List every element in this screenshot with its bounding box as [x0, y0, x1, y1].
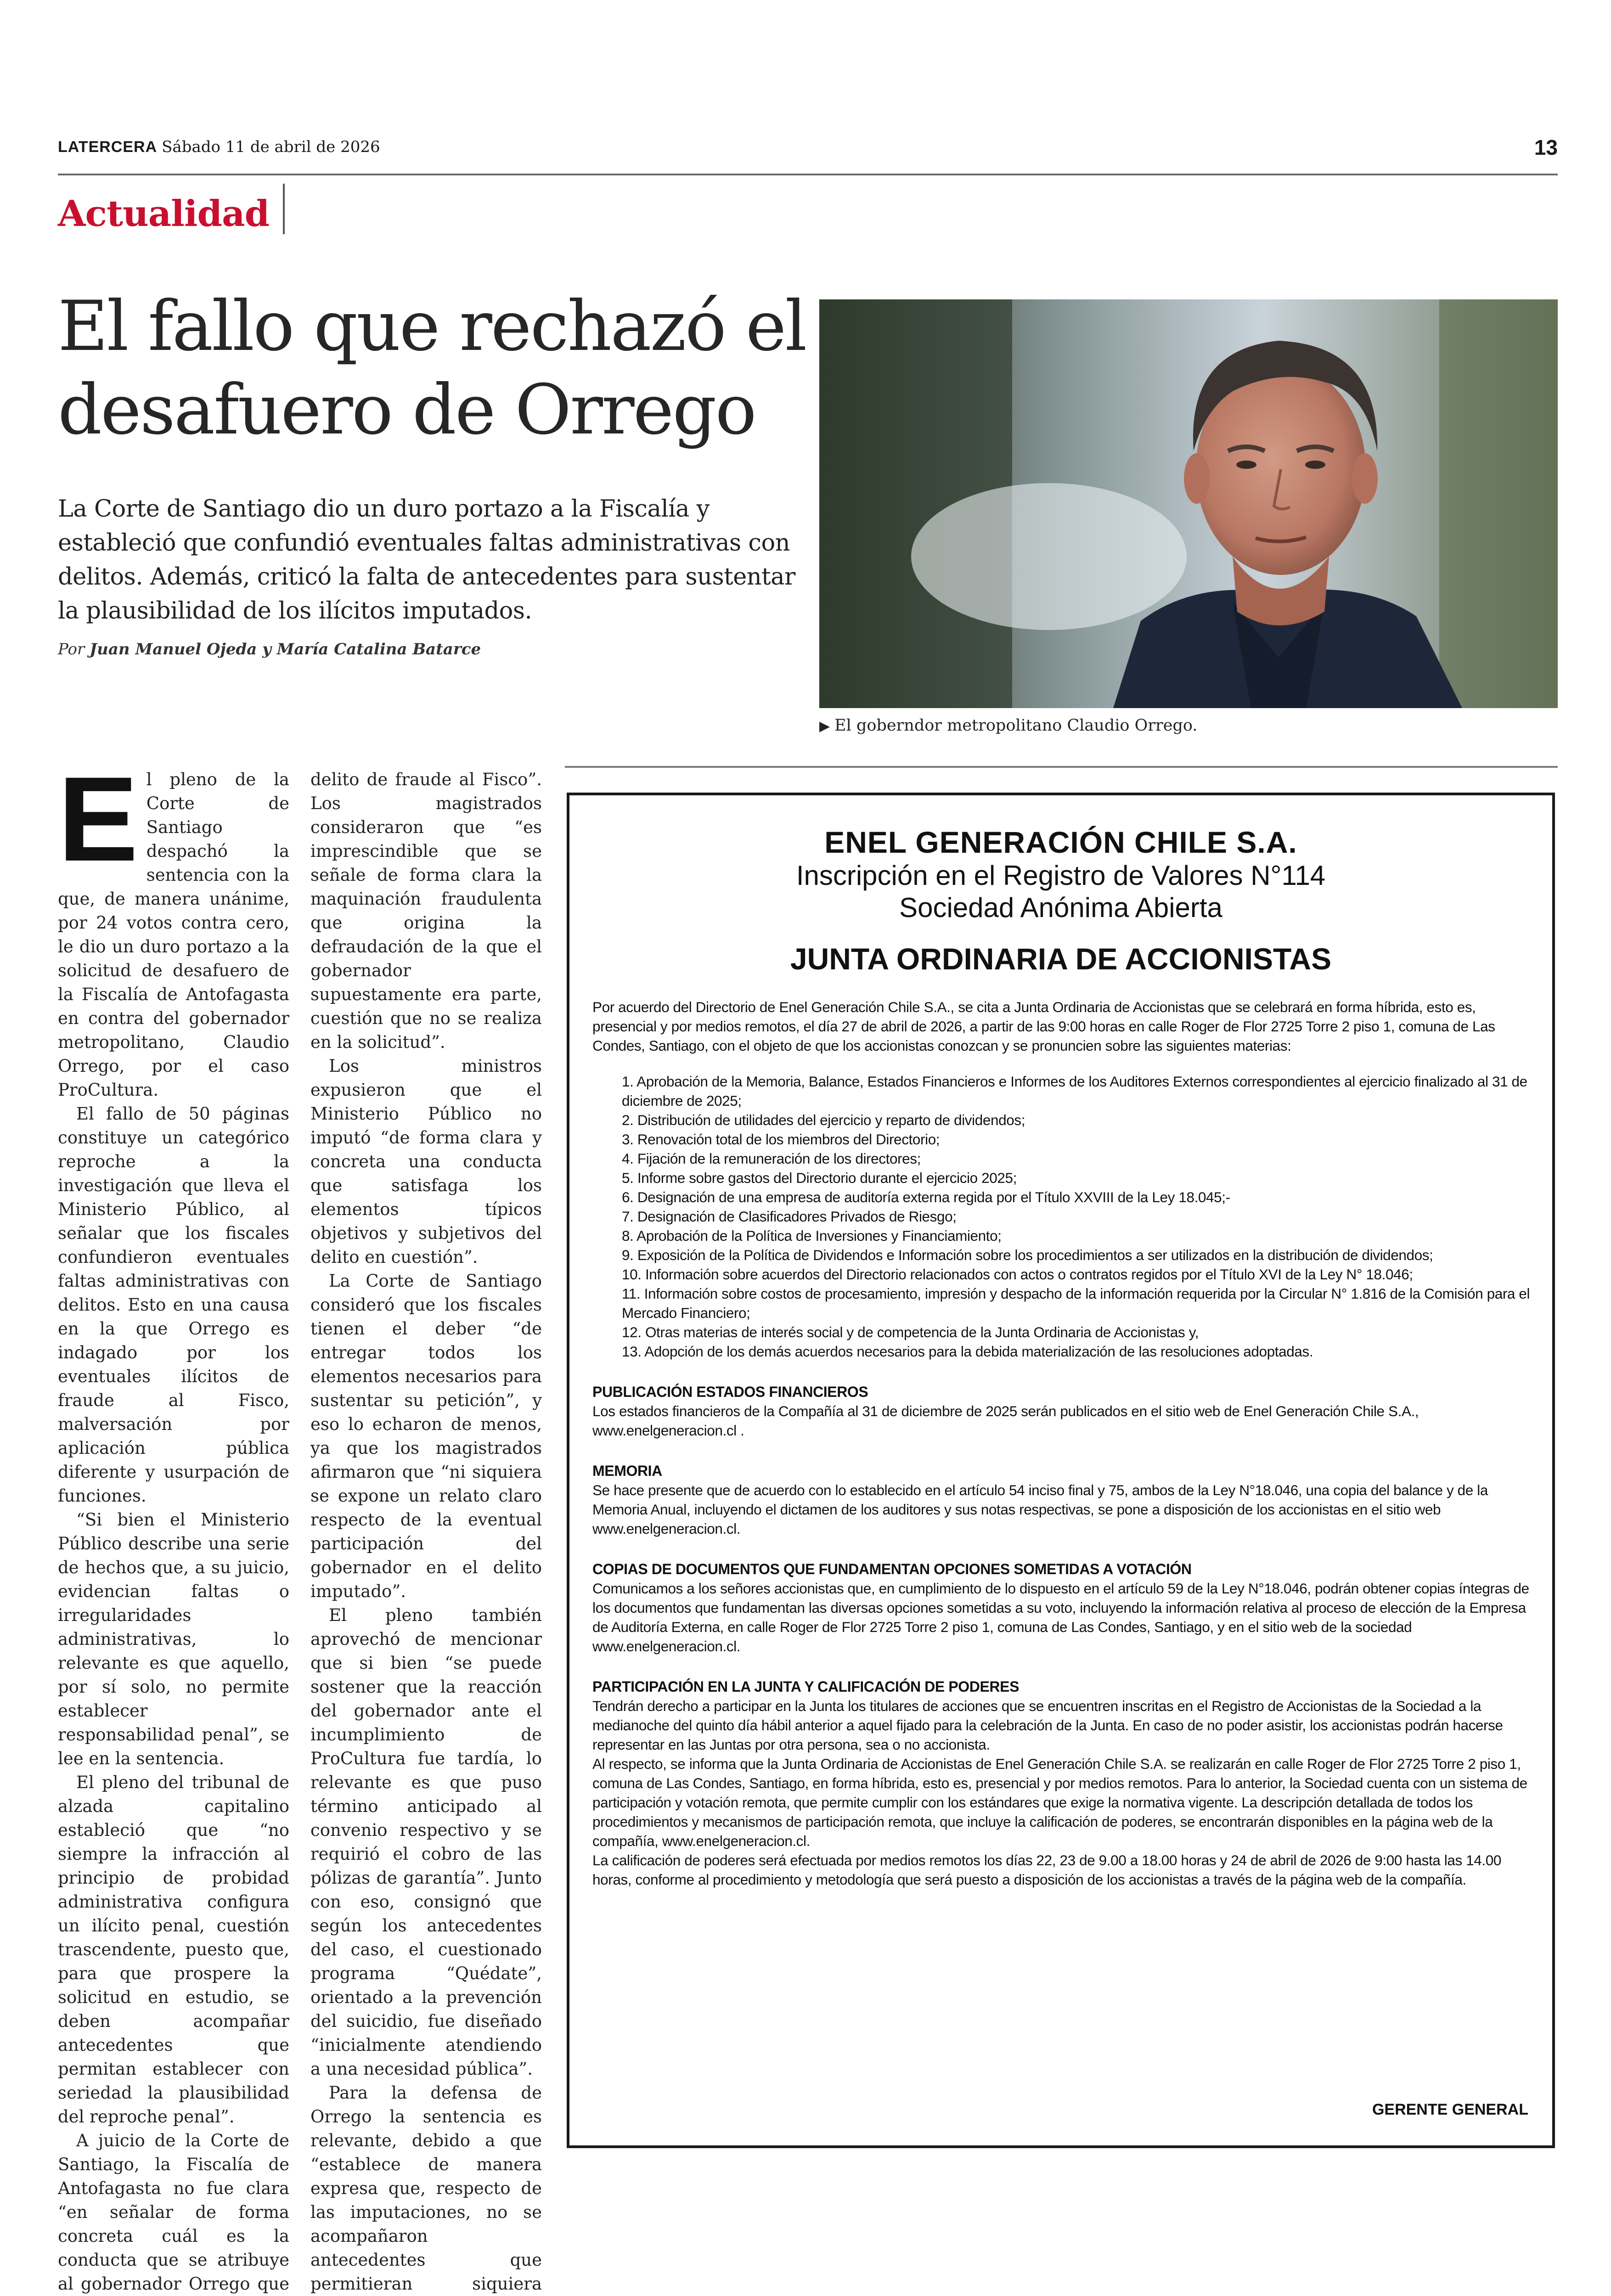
article-column-1 [58, 752, 289, 2296]
agenda-item: 9. Exposición de la Política de Dividendos e Información sobre los procedimientos a ser utilizados en la distribución de dividendos; [622, 1247, 1433, 1263]
notice-intro: Por acuerdo del Directorio de Enel Generación Chile S.A., se cita a Junta Ordinaria de Accionistas que se celebrará en forma híbrida, esto es, presencial y por medios remotos, el día 27 de abril de 2026, a partir de las 9:00 horas en calle Roger de Flor 2725 Torre 2 piso 1, comuna de Las Condes, Santiago, con el objeto de que los accionistas conozcan y se pronuncien sobre las siguientes materias: [592, 999, 1495, 1054]
section-text: Tendrán derecho a participar en la Junta los titulares de acciones que se encuentren inscritas en el Registro de Accionistas de la Sociedad a la medianoche del quinto día hábil anterior a aquel fijado para la celebración de la Junta. En caso de no poder asistir, los accionistas podrán hacerse representar en las Juntas por otra persona, sea o no accionista. [592, 1698, 1503, 1753]
article-paragraph [58, 752, 289, 1102]
section-text: La calificación de poderes será efectuada por medios remotos los días 22, 23 de 9.00 a 18.00 horas y 24 de abril de 2026 de 9:00 hasta las 14.00 horas, conforme al procedimiento y metodología que será puesto a disposición de los accionistas a través de la página web de la compañía. [592, 1852, 1502, 1888]
article-paragraph: Para la defensa de Orrego la sentencia es relevante, debido a que “establece de manera expresa que, respecto de las imputaciones, no se acompañaron antecedentes que permitieran siquiera [310, 2083, 542, 2294]
section-divider [283, 184, 285, 234]
notice-section-participation [592, 1677, 1534, 1889]
article-paragraph: A juicio de la Corte de Santiago, la Fiscalía de Antofagasta no fue clara “en señalar de forma concreta cuál es la conducta que se atribuye al gobernador Orrego que [58, 2131, 289, 2294]
header-divider [58, 174, 1558, 175]
article-column-2 [310, 768, 542, 2296]
photo-caption [819, 716, 1197, 735]
byline [58, 640, 481, 658]
masthead [58, 135, 1558, 165]
agenda-item: 5. Informe sobre gastos del Directorio durante el ejercicio 2025; [622, 1170, 1017, 1186]
notice-company: ENEL GENERACIÓN CHILE S.A. [824, 825, 1297, 859]
section-heading: MEMORIA [592, 1463, 662, 1479]
section-heading: COPIAS DE DOCUMENTOS QUE FUNDAMENTAN OPCIONES SOMETIDAS A VOTACIÓN [592, 1561, 1192, 1577]
agenda-item: 12. Otras materias de interés social y de competencia de la Junta Ordinaria de Accionistas y, [622, 1324, 1199, 1340]
article-divider [565, 766, 1558, 768]
notice-section-financials [592, 1382, 1534, 1440]
newspaper-brand[interactable]: LATERCERA [58, 138, 158, 156]
agenda-item: 13. Adopción de los demás acuerdos necesarios para la debida materialización de las resoluciones adoptadas. [622, 1343, 1313, 1360]
agenda-item: 10. Información sobre acuerdos del Directorio relacionados con actos o contratos regidos por el Título XVI de la Ley N° 18.046; [622, 1266, 1413, 1283]
notice-body [592, 997, 1534, 1910]
shareholders-notice [567, 793, 1555, 2148]
notice-company-type: Sociedad Anónima Abierta [899, 892, 1222, 923]
paragraph-text: l pleno de la Corte de Santiago despachó la sentencia con la que, de manera unánime, por 24 votos contra cero, le dio un duro portazo a la solicitud de desafuero de la Fiscalía de Antofagasta en contra del gobernador metropolitano, Claudio Orrego, por el caso ProCultura. [58, 770, 289, 1100]
agenda-list [592, 1072, 1534, 1361]
drop-cap: E [58, 752, 138, 886]
section-text: Los estados financieros de la Compañía al 31 de diciembre de 2025 serán publicados en el sitio web de Enel Generación Chile S.A., www.enelgeneracion.cl . [592, 1403, 1419, 1439]
agenda-item: 1. Aprobación de la Memoria, Balance, Estados Financieros e Informes de los Auditores Externos correspondientes al ejercicio finalizado al 31 de diciembre de 2025; [622, 1073, 1527, 1109]
agenda-item: 7. Designación de Clasificadores Privados de Riesgo; [622, 1208, 957, 1225]
caption-triangle-icon: ▶ [819, 718, 830, 734]
article-lede: La Corte de Santiago dio un duro portazo a la Fiscalía y estableció que confundió eventuales faltas administrativas con delitos. Además, criticó la falta de antecedentes para sustentar la plausibilidad de los ilícitos imputados. [58, 495, 795, 625]
section-text: Comunicamos a los señores accionistas que, en cumplimiento de lo dispuesto en el artículo 59 de la Ley N°18.046, podrán obtener copias íntegras de los documentos que fundamentan las diversas opciones sometidas a su voto, incluyendo la información relativa al proceso de elección de la Empresa de Auditoría Externa, en calle Roger de Flor 2725 Torre 2 piso 1, comuna de Las Condes, Santiago, y en el sitio web de la sociedad www.enelgeneracion.cl. [592, 1580, 1529, 1654]
article-paragraph: “Si bien el Ministerio Público describe una serie de hechos que, a su juicio, evidencian faltas o irregularidades administrativas, lo relevante es que aquello, por sí solo, no permite establecer responsabilidad penal”, se lee en la sentencia. [58, 1510, 289, 1768]
article-paragraph: delito de fraude al Fisco”. Los magistrados consideraron que “es imprescindible que se señale de forma clara la maquinación fraudulenta que origina la defraudación de la que el gobernador supuestamente era parte, cuestión que no se realiza en la solicitud”. [310, 770, 542, 1052]
notice-registry: Inscripción en el Registro de Valores N°114 [796, 860, 1326, 891]
section-heading: PARTICIPACIÓN EN LA JUNTA Y CALIFICACIÓN DE PODERES [592, 1678, 1020, 1695]
portrait-illustration [819, 299, 1558, 708]
notice-signature: GERENTE GENERAL [1372, 2101, 1528, 2118]
agenda-item: 8. Aprobación de la Política de Inversiones y Financiamiento; [622, 1227, 1002, 1244]
issue-date: Sábado 11 de abril de 2026 [162, 138, 380, 156]
article-headline [58, 285, 811, 452]
article-paragraph: El pleno del tribunal de alzada capitalino estableció que “no siempre la infracción al principio de probidad administrativa configura un ilícito penal, cuestión trascendente, puesto que, para que prospere la solicitud en estudio, se deben acompañar antecedentes que permitan establecer con seriedad la plausibilidad del reproche penal”. [58, 1773, 289, 2127]
agenda-item: 2. Distribución de utilidades del ejercicio y reparto de dividendos; [622, 1112, 1025, 1128]
byline-authors: Juan Manuel Ojeda y María Catalina Batarce [90, 640, 481, 658]
headline-line-1: El fallo que rechazó el [58, 287, 806, 366]
notice-section-memoria [592, 1461, 1534, 1538]
section-text: Al respecto, se informa que la Junta Ordinaria de Accionistas de Enel Generación Chile S.A. se realizarán en calle Roger de Flor 2725 Torre 2 piso 1, comuna de Las Condes, Santiago, en forma híbrida, esto es, presencial y por medios remotos. Para lo anterior, la Sociedad cuenta con un sistema de participación y votación remota, que permite cumplir con los estándares que exige la normativa vigente. La descripción detallada de todos los procedimientos y mecanismos de participación remota, que incluye la calificación de poderes, se encontrarán disponibles en la página web de la compañía, www.enelgeneracion.cl. [592, 1756, 1527, 1849]
article-paragraph: El fallo de 50 páginas constituye un categórico reproche a la investigación que lleva el Ministerio Público, al señalar que los fiscales confundieron eventuales faltas administrativas con delitos. Esto en una causa en la que Orrego es indagado por los eventuales ilícitos de fraude al Fisco, malversación por aplicación pública diferente y usurpación de funciones. [58, 1104, 289, 1506]
agenda-item: 6. Designación de una empresa de auditoría externa regida por el Título XXVIII de la Ley 18.045;- [622, 1189, 1230, 1205]
agenda-item: 11. Información sobre costos de procesamiento, impresión y despacho de la información requerida por la Circular N° 1.816 de la Comisión para el Mercado Financiero; [622, 1285, 1530, 1321]
article-paragraph: El pleno también aprovechó de mencionar que si bien “se puede sostener que la reacción del gobernador ante el incumplimiento de ProCultura fue tardía, lo relevante es que puso término anticipado al convenio respectivo y se requirió el cobro de las pólizas de garantía”. Junto con eso, consignó que según los antecedentes del caso, el cuestionado programa “Quédate”, orientado a la prevención del suicidio, fue diseñado “inicialmente atendiendo a una necesidad pública”. [310, 1605, 542, 2079]
section-heading: PUBLICACIÓN ESTADOS FINANCIEROS [592, 1384, 868, 1400]
page-number: 13 [1534, 135, 1558, 159]
notice-section-documents [592, 1559, 1534, 1656]
notice-meeting-title: JUNTA ORDINARIA DE ACCIONISTAS [790, 942, 1332, 976]
article-paragraph: La Corte de Santiago consideró que los fiscales tienen el deber “de entregar todos los elementos necesarios para sustentar su petición”, y eso lo echaron de menos, ya que los magistrados afirmaron que “ni siquiera se expone un relato claro respecto de la eventual participación del gobernador en el delito imputado”. [310, 1271, 542, 1601]
headline-line-2: desafuero de Orrego [58, 370, 755, 450]
byline-prefix: Por [58, 640, 85, 658]
caption-text: El goberndor metropolitano Claudio Orrego. [834, 716, 1198, 735]
section-text: Se hace presente que de acuerdo con lo establecido en el artículo 54 inciso final y 75, ambos de la Ley N°18.046, una copia del balance y de la Memoria Anual, incluyendo el dictamen de los auditores y sus notas respectivas, se pone a disposición de los accionistas en el sitio web www.enelgeneracion.cl. [592, 1482, 1488, 1537]
article-paragraph: Los ministros expusieron que el Ministerio Público no imputó “de forma clara y concreta una conducta que satisfaga los elementos típicos objetivos y subjetivos del delito en cuestión”. [310, 1056, 542, 1267]
article-photo [819, 299, 1558, 708]
agenda-item: 3. Renovación total de los miembros del Directorio; [622, 1131, 940, 1148]
section-title[interactable]: Actualidad [58, 193, 270, 235]
masthead-left [58, 138, 380, 156]
agenda-item: 4. Fijación de la remuneración de los directores; [622, 1150, 921, 1167]
